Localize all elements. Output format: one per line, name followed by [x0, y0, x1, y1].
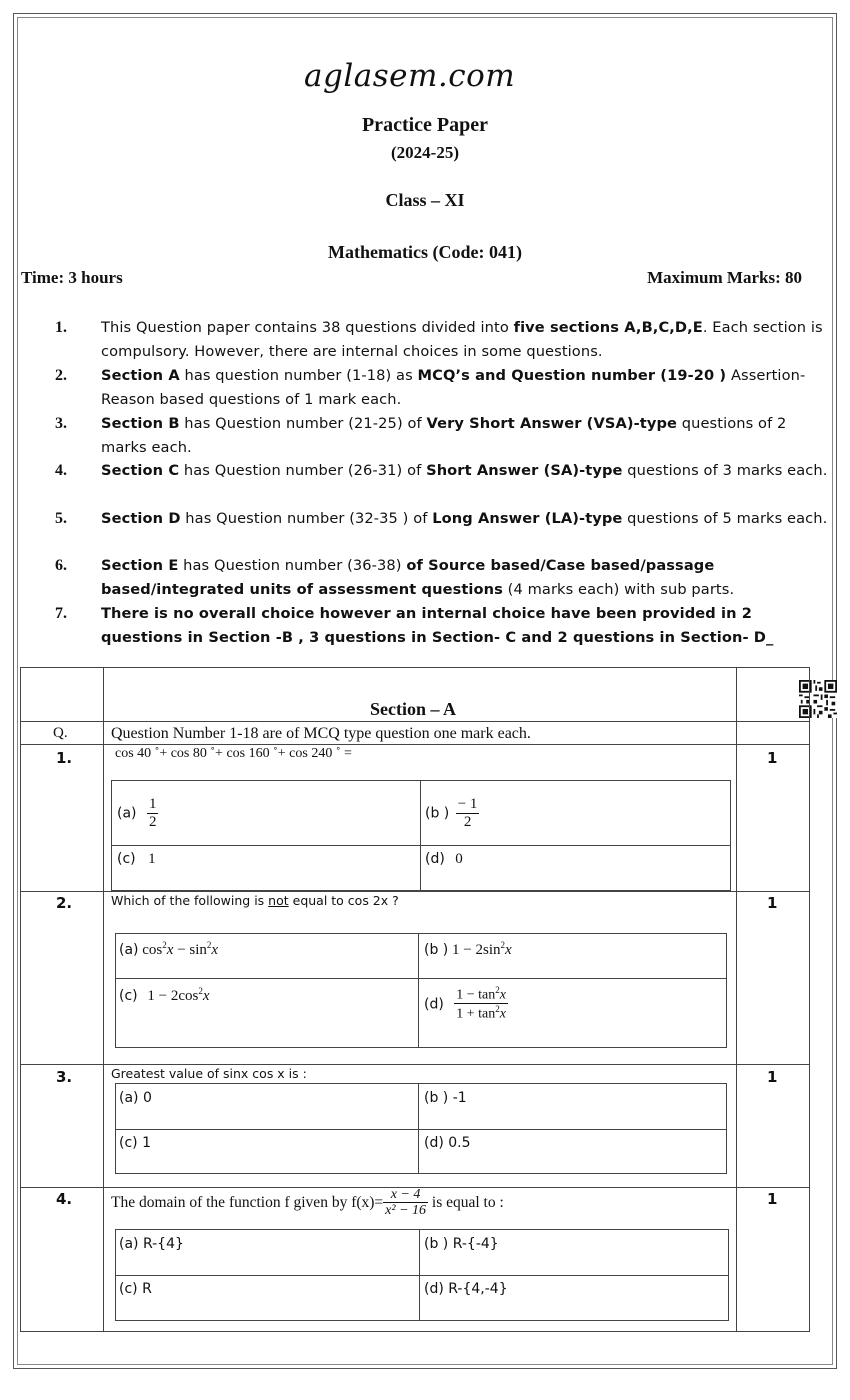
instruction-text-part: . Each section is compulsory. However, there are internal choices in some questions.	[101, 319, 823, 360]
instruction-text-part: Section A	[101, 367, 180, 384]
question-number: 2.	[56, 894, 73, 912]
instruction-text	[101, 507, 831, 531]
instruction-text	[101, 412, 831, 460]
instruction-text-part: There is no overall choice however an internal choice have been provided in 2 questions in Section -B , 3 questions in Section- C and 2 questions in Section- D_	[101, 605, 774, 646]
question-number: 3.	[56, 1068, 73, 1086]
time-label: Time: 3 hours	[21, 268, 123, 287]
fraction	[383, 1187, 428, 1219]
options-grid	[115, 1083, 727, 1174]
options-divider	[116, 1129, 726, 1130]
instruction-number: 6.	[55, 557, 67, 574]
option-a: (a) R-{4}	[119, 1236, 184, 1252]
instruction-text-part: has Question number (21-25) of	[179, 415, 427, 432]
instruction-text-part: Section B	[101, 415, 180, 432]
options-divider	[116, 978, 726, 979]
instruction-text-part: Section C	[101, 462, 180, 479]
option-math: $\cos^2x - \sin^2x$	[138, 940, 219, 958]
question-text-emphasis: not	[268, 893, 289, 908]
option-c	[117, 851, 156, 868]
instruction-number: 4.	[55, 462, 67, 479]
option-b	[424, 940, 512, 959]
instruction-number: 7.	[55, 605, 67, 622]
question-text-part: Which of the following is	[111, 893, 269, 908]
instruction-number: 5.	[55, 510, 67, 527]
option-b	[425, 796, 479, 831]
instruction-text-part: Very Short Answer (VSA)-type	[426, 415, 678, 432]
question-text	[111, 1187, 504, 1219]
option-label: (a)	[119, 942, 139, 958]
option-label: (c)	[119, 988, 138, 1004]
numerator: 1	[148, 796, 157, 812]
col-divider-question	[103, 668, 104, 1331]
q-column-header: Q.	[53, 725, 68, 741]
instruction-text	[101, 459, 831, 483]
row-divider	[21, 721, 809, 722]
question-number: 4.	[56, 1190, 73, 1208]
option-label: (b )	[424, 942, 449, 958]
option-math: $1 - 2\cos^2x$	[143, 986, 210, 1004]
options-grid	[115, 1229, 729, 1321]
instruction-text-part: of Source based/Case based/passage based/integrated units of assessment questions	[101, 557, 715, 598]
instruction-text	[101, 364, 831, 412]
instruction-text-part: Long Answer (LA)-type	[432, 510, 623, 527]
instruction-number: 2.	[55, 367, 67, 384]
instruction-text	[101, 554, 831, 602]
option-label: (c)	[117, 851, 136, 867]
instruction-text-part: questions of 3 marks each.	[622, 462, 828, 479]
option-label: (a)	[117, 805, 137, 822]
options-divider	[112, 845, 730, 846]
row-divider	[21, 744, 809, 745]
option-label: (d)	[424, 996, 444, 1013]
instruction-text-part: has Question number (32-35 ) of	[180, 510, 433, 527]
site-logo: aglasem.com	[304, 58, 516, 94]
option-a	[117, 796, 158, 831]
instruction-text-part: has Question number (26-31) of	[179, 462, 427, 479]
instruction-text-part: has question number (1-18) as	[179, 367, 418, 384]
question-text	[111, 893, 399, 908]
instruction-text-part: Section E	[101, 557, 179, 574]
instruction-text	[101, 602, 831, 650]
options-divider	[420, 781, 421, 890]
option-c: (c) 1	[119, 1135, 151, 1151]
question-marks: 1	[767, 1068, 778, 1086]
option-b: (b ) -1	[424, 1090, 467, 1106]
option-d: (d) 0.5	[424, 1135, 471, 1151]
instruction-text-part: MCQ’s and Question number (19-20 )	[417, 367, 727, 384]
options-grid	[111, 780, 731, 891]
paper-session: (2024-25)	[391, 143, 459, 162]
instruction-number: 3.	[55, 415, 67, 432]
class-label: Class – XI	[385, 190, 465, 210]
denominator: 2	[148, 813, 157, 830]
option-d: (d) R-{4,-4}	[424, 1281, 508, 1297]
denominator: x² − 16	[385, 1203, 427, 1219]
numerator: $1 - \tan^2x$	[456, 985, 506, 1003]
numerator: − 1	[457, 796, 478, 812]
col-divider-marks	[736, 668, 737, 1331]
numerator: x − 4	[383, 1187, 428, 1203]
question-marks: 1	[767, 749, 778, 767]
question-text-part: The domain of the function f given by f(x)=	[111, 1193, 384, 1211]
instruction-text-part: Assertion-Reason based questions of 1 mark each.	[101, 367, 806, 408]
option-a: (a) 0	[119, 1090, 152, 1106]
instruction-text-part: questions of 5 marks each.	[622, 510, 828, 527]
option-d	[424, 986, 508, 1023]
fraction	[147, 796, 159, 831]
instruction-text-part: five sections A,B,C,D,E	[513, 319, 703, 336]
section-note: Question Number 1-18 are of MCQ type question one mark each.	[111, 725, 531, 742]
option-math: $1 - 2\sin^2x$	[448, 940, 512, 958]
denominator: 2	[463, 813, 472, 830]
instruction-text-part: questions of 2 marks each.	[101, 415, 787, 456]
instruction-number: 1.	[55, 319, 67, 336]
row-divider	[21, 1064, 809, 1065]
instruction-text-part: has Question number (36-38)	[178, 557, 407, 574]
instruction-text-part: Short Answer (SA)-type	[426, 462, 623, 479]
option-b: (b ) R-{-4}	[424, 1236, 499, 1252]
question-number: 1.	[56, 749, 73, 767]
question-text-part: is equal to :	[428, 1193, 504, 1211]
option-c: (c) R	[119, 1281, 152, 1297]
option-value: 1	[148, 851, 156, 867]
option-c	[119, 986, 210, 1005]
options-divider	[116, 1275, 728, 1276]
instruction-text-part: This Question paper contains 38 questions divided into	[101, 319, 514, 336]
option-d	[425, 851, 463, 868]
max-marks-label: Maximum Marks: 80	[647, 268, 802, 287]
question-text: cos 40 ˚+ cos 80 ˚+ cos 160 ˚+ cos 240 ˚ =	[115, 746, 352, 761]
paper-title: Practice Paper	[361, 114, 489, 136]
option-value: 0	[455, 851, 463, 867]
instruction-text	[101, 316, 831, 364]
options-divider	[418, 934, 419, 1047]
option-a	[119, 940, 218, 959]
question-marks: 1	[767, 1190, 778, 1208]
question-text: Greatest value of sinx cos x is :	[111, 1066, 307, 1081]
option-label: (d)	[425, 851, 445, 867]
option-label: (b )	[425, 805, 450, 822]
instruction-text-part: Section D	[101, 510, 181, 527]
row-divider	[21, 891, 809, 892]
fraction	[454, 986, 508, 1023]
question-text-part: equal to cos 2x ?	[288, 893, 399, 908]
subject-label: Mathematics (Code: 041)	[328, 242, 522, 262]
denominator: $1 + \tan^2x$	[456, 1004, 506, 1022]
question-marks: 1	[767, 894, 778, 912]
fraction	[456, 796, 480, 831]
section-title: Section – A	[370, 699, 457, 719]
instruction-text-part: (4 marks each) with sub parts.	[502, 581, 735, 598]
